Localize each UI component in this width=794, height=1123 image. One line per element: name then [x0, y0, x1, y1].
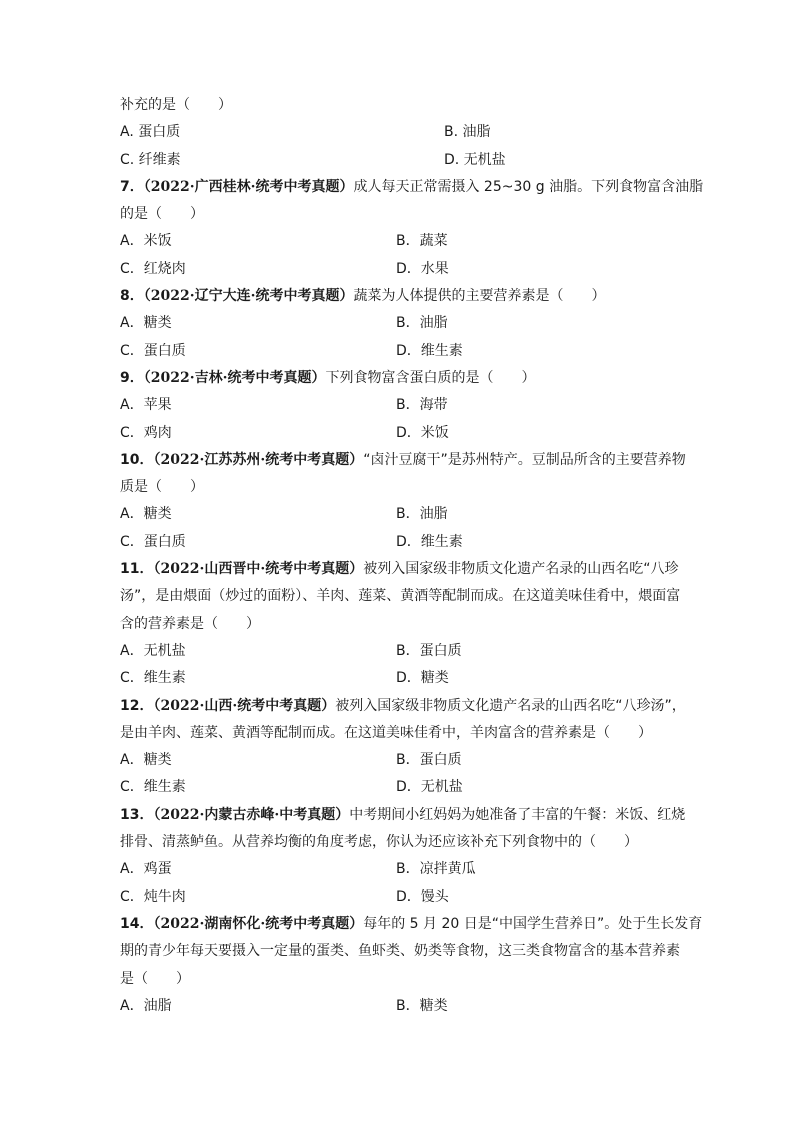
option-c: C. 纤维素 [120, 151, 181, 168]
options-row [120, 884, 680, 911]
question-text: 期的青少年每天要摄入一定量的蛋类、鱼虾类、奶类等食物，这三类食物富含的基本营养素 [120, 943, 680, 960]
document-page [120, 92, 704, 1020]
question-12-stem [120, 693, 686, 720]
question-source: （2022·吉林·统考中考真题） [143, 369, 326, 386]
option-a: A．糖类 [120, 315, 172, 332]
question-text: 中考期间小红妈妈为她准备了丰富的午餐：米饭、红烧 [349, 806, 686, 823]
option-d: D．馒头 [396, 888, 449, 905]
options-row [120, 338, 680, 365]
options-row [120, 774, 680, 801]
option-c: C．维生素 [120, 779, 186, 796]
question-source: （2022·广西桂林·统考中考真题） [143, 178, 354, 195]
option-c: C．蛋白质 [120, 533, 186, 550]
question-13-stem [120, 802, 686, 829]
question-text: 蔬菜为人体提供的主要营养素是（ ） [353, 288, 606, 305]
question-number: 12． [120, 697, 154, 714]
question-text: 被列入国家级非物质文化遗产名录的山西名吃“八珍 [363, 561, 679, 578]
option-d: D．维生素 [396, 533, 463, 550]
option-d: D．水果 [396, 260, 449, 277]
option-a: A．油脂 [120, 997, 172, 1014]
options-row [120, 310, 680, 337]
question-source: （2022·山西晋中·统考中考真题） [153, 561, 364, 578]
options-row [120, 392, 680, 419]
option-c: C．维生素 [120, 670, 186, 687]
options-row [120, 529, 680, 556]
question-text: 是由羊肉、莲菜、黄酒等配制而成。在这道美味佳肴中，羊肉富含的营养素是（ ） [120, 724, 652, 741]
option-b: B．蛋白质 [396, 752, 462, 769]
option-c: C．鸡肉 [120, 424, 172, 441]
option-a: A．鸡蛋 [120, 861, 172, 878]
question-text: 含的营养素是（ ） [120, 615, 260, 632]
option-c: C．蛋白质 [120, 342, 186, 359]
options-row [120, 665, 680, 692]
question-text: 被列入国家级非物质文化遗产名录的山西名吃“八珍汤”， [335, 697, 686, 714]
question-text: 是（ ） [120, 970, 190, 987]
option-c: C．炖牛肉 [120, 888, 186, 905]
question-text: 排骨、清蒸鲈鱼。从营养均衡的角度考虑，你认为还应该补充下列食物中的（ ） [120, 834, 638, 851]
option-a: A．无机盐 [120, 642, 186, 659]
question-6-continued: 补充的是（ ） [120, 97, 232, 113]
options-row [120, 228, 680, 255]
question-text: 质是（ ） [120, 479, 204, 496]
question-number: 8． [120, 288, 144, 305]
options-row [120, 420, 680, 447]
option-d: D．无机盐 [396, 779, 463, 796]
option-b: B．油脂 [396, 315, 448, 332]
question-10-stem [120, 447, 686, 474]
options-row [120, 119, 680, 146]
option-b: B．凉拌黄瓜 [396, 861, 476, 878]
question-number: 7． [120, 178, 144, 195]
question-8-stem [120, 283, 680, 310]
question-source: （2022·辽宁大连·统考中考真题） [143, 288, 354, 305]
question-text: 成人每天正常需摄入 25~30 g 油脂。下列食物富含油脂 [353, 178, 704, 195]
option-b: B．油脂 [396, 506, 448, 523]
question-text: 的是（ ） [120, 206, 204, 223]
question-text: 每年的 5 月 20 日是“中国学生营养日”。处于生长发育 [363, 915, 703, 932]
options-row [120, 993, 680, 1020]
option-b: B．蛋白质 [396, 642, 462, 659]
question-text: 汤”，是由煨面（炒过的面粉）、羊肉、莲菜、黄酒等配制而成。在这道美味佳肴中，煨面富 [120, 588, 681, 605]
option-d: D．维生素 [396, 342, 463, 359]
question-9-stem [120, 365, 680, 392]
question-source: （2022·内蒙古赤峰·中考真题） [153, 806, 350, 823]
options-row [120, 856, 680, 883]
option-b: B．糖类 [396, 997, 448, 1014]
option-b: B．蔬菜 [396, 233, 448, 250]
question-7-stem [120, 174, 704, 201]
question-text: “卤汁豆腐干”是苏州特产。豆制品所含的主要营养物 [363, 451, 686, 468]
option-c: C．红烧肉 [120, 260, 186, 277]
options-row [120, 638, 680, 665]
question-source: （2022·山西·统考中考真题） [153, 697, 336, 714]
question-number: 14． [120, 915, 154, 932]
option-a: A．米饭 [120, 233, 172, 250]
question-source: （2022·江苏苏州·统考中考真题） [153, 451, 364, 468]
options-row [120, 747, 680, 774]
options-row [120, 501, 680, 528]
option-d: D．米饭 [396, 424, 449, 441]
question-number: 13． [120, 806, 154, 823]
option-a: A．苹果 [120, 397, 172, 414]
question-number: 9． [120, 369, 144, 386]
option-a: A．糖类 [120, 752, 172, 769]
question-text: 下列食物富含蛋白质的是（ ） [325, 369, 536, 386]
option-a: A. 蛋白质 [120, 124, 181, 141]
option-d: D. 无机盐 [444, 151, 506, 168]
option-a: A．糖类 [120, 506, 172, 523]
question-11-stem [120, 556, 680, 583]
options-row [120, 147, 680, 174]
question-14-stem [120, 911, 703, 938]
option-b: B．海带 [396, 397, 448, 414]
question-number: 11． [120, 561, 154, 578]
question-source: （2022·湖南怀化·统考中考真题） [153, 915, 364, 932]
option-d: D．糖类 [396, 670, 449, 687]
option-b: B. 油脂 [444, 124, 491, 141]
options-row [120, 256, 680, 283]
question-number: 10． [120, 451, 154, 468]
